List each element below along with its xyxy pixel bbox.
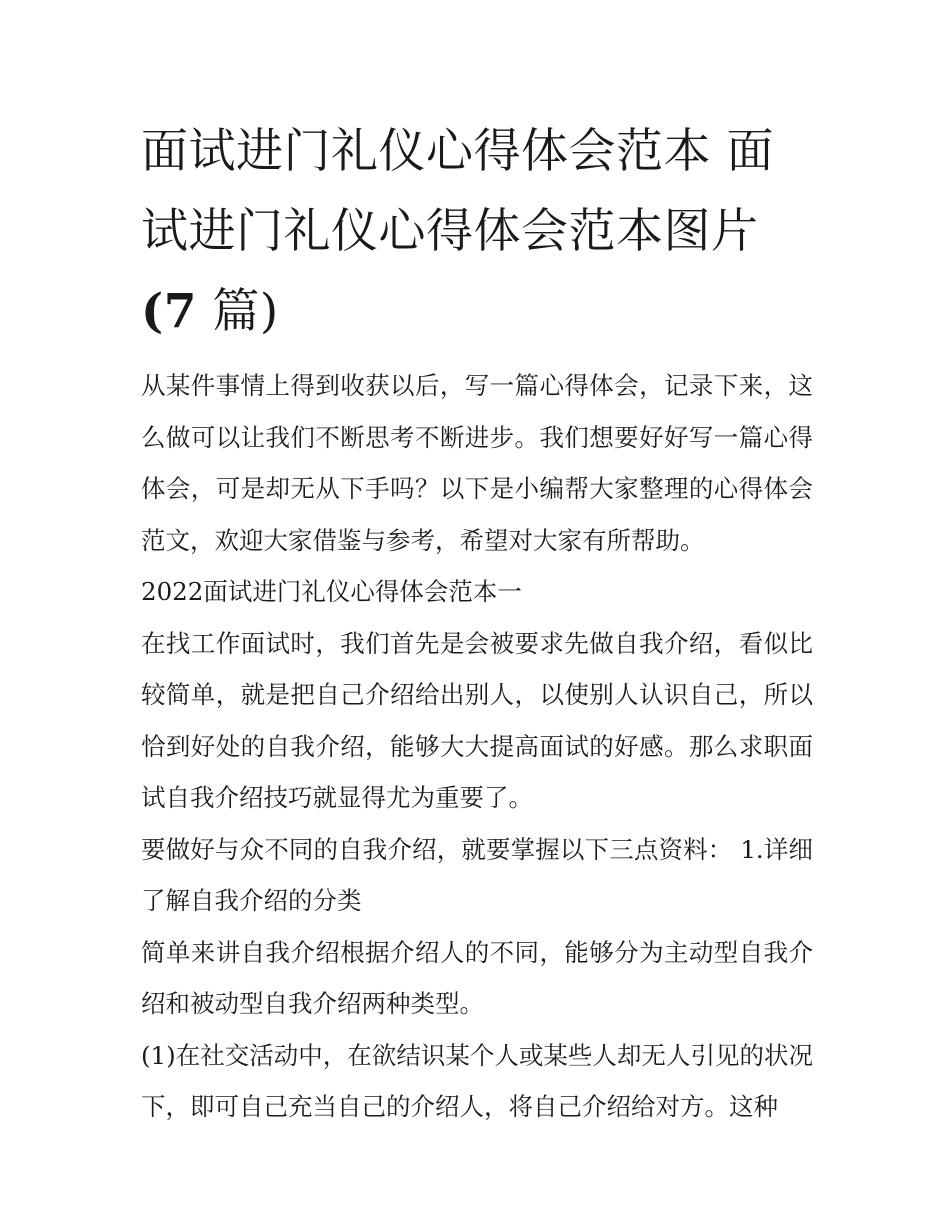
body-paragraph: 在找工作面试时，我们首先是会被要求先做自我介绍，看似比较简单，就是把自己介绍给出别人，以使别人认识自己，所以恰到好处的自我介绍，能够大大提高面试的好感。那么求职面试自我介绍技巧就显得尤为重要了。 <box>141 628 813 812</box>
title-text: 面试进门礼仪心得体会范本 面试进门礼仪心得体会范本图片 <box>141 124 774 259</box>
intro-paragraph: 从某件事情上得到收获以后，写一篇心得体会，记录下来，这么做可以让我们不断思考不断进步。我们想要好好写一篇心得体会，可是却无从下手吗？以下是小编帮大家整理的心得体会范文，欢迎大家借鉴与参考，希望对大家有所帮助。 <box>141 371 813 555</box>
document-title <box>141 112 813 352</box>
title-count-word: 篇) <box>212 284 279 339</box>
body-paragraph: 要做好与众不同的自我介绍，就要掌握以下三点资料： 1.详细了解自我介绍的分类 <box>141 834 813 915</box>
document-body <box>141 112 813 1133</box>
title-count-number: (7 <box>141 284 197 339</box>
section-heading: 2022面试进门礼仪心得体会范本一 <box>141 577 522 606</box>
body-paragraph: 简单来讲自我介绍根据介绍人的不同，能够分为主动型自我介绍和被动型自我介绍两种类型。 <box>141 937 813 1018</box>
body-paragraph: (1)在社交活动中，在欲结识某个人或某些人却无人引见的状况下，即可自己充当自己的介绍人，将自己介绍给对方。这种 <box>141 1040 813 1121</box>
